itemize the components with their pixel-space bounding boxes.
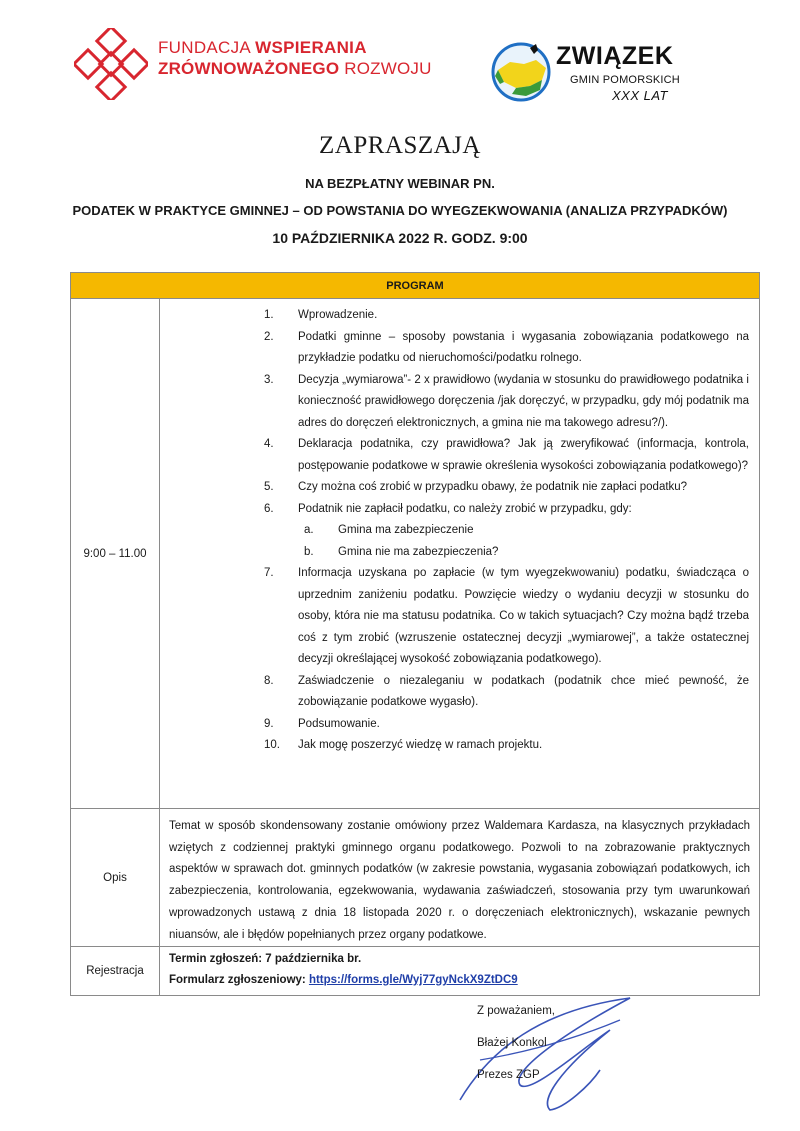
agenda-list bbox=[160, 305, 749, 757]
registration-deadline: Termin zgłoszeń: 7 października br. bbox=[169, 953, 362, 965]
webinar-title: PODATEK W PRAKTYCE GMINNEJ – OD POWSTANIA DO WYEGZEKWOWANIA (ANALIZA PRZYPADKÓW) bbox=[72, 203, 728, 218]
agenda-item bbox=[160, 370, 749, 435]
union-subtitle: GMIN POMORSKICH bbox=[570, 74, 680, 86]
agenda-item-number: 7. bbox=[264, 567, 274, 579]
program-agenda bbox=[160, 299, 759, 808]
registration-row bbox=[70, 946, 760, 996]
agenda-subitem-letter: b. bbox=[304, 545, 314, 558]
foundation-name: FUNDACJA WSPIERANIA ZRÓWNOWAŻONEGO ROZWOJU bbox=[158, 38, 432, 78]
signature-role: Prezes ZGP bbox=[477, 1069, 540, 1081]
agenda-item-number: 4. bbox=[264, 438, 274, 450]
agenda-item-number: 8. bbox=[264, 674, 274, 687]
agenda-item-text: Podsumowanie. bbox=[298, 717, 380, 730]
agenda-item-number: 9. bbox=[264, 717, 274, 730]
program-header: PROGRAM bbox=[386, 279, 444, 292]
program-header-row bbox=[70, 272, 760, 298]
program-time: 9:00 – 11.00 bbox=[71, 299, 160, 808]
agenda-item-text: Podatnik nie zapłacił podatku, co należy zrobić w przypadku, gdy: bbox=[298, 502, 632, 515]
registration-form-line bbox=[169, 970, 750, 991]
webinar-intro: NA BEZPŁATNY WEBINAR PN. bbox=[305, 176, 495, 191]
agenda-sublist bbox=[298, 520, 749, 563]
agenda-item-number: 3. bbox=[264, 373, 274, 386]
agenda-item-text: Deklaracja podatnika, czy prawidłowa? Jak ją zweryfikować (informacja, kontrola, postępowanie podatkowe w sprawie określenia wysokości zobowiązania podatkowego)? bbox=[298, 438, 749, 472]
agenda-item-text: Podatki gminne – sposoby powstania i wygasania zobowiązania podatkowego na przykładzie podatku od nieruchomości/podatku rolnego. bbox=[298, 330, 749, 364]
description-text: Temat w sposób skondensowany zostanie omówiony przez Waldemara Kardasza, na klasycznych przykładach wziętych z codziennej praktyki gminnego organu podatkowego. Pozwoli to na zobrazowanie praktycznych aspektów w sprawach dot. gminnych podatków (w zakresie powstania, wygasania zobowiązań podatkowych, ich zabezpieczenia, kontrolowania, egzekwowania, wydawania zaświadczeń, stosowania przy tym uwarunkowań wprowadzonych ustawą z dnia 18 listopada 2020 r. o doręczeniach elektronicznych), wskazanie pewnych niuansów, ale i błędów popełnianych przez organy podatkowe. bbox=[169, 820, 750, 941]
union-years: XXX LAT bbox=[612, 88, 669, 103]
foundation-emblem-icon bbox=[74, 28, 148, 100]
agenda-item-text: Informacja uzyskana po zapłacie (w tym wyegzekwowaniu) podatku, świadcząca o uprzednim zaniżeniu podatku. Powzięcie wiedzy o wydaniu decyzji w stosunku do osoby, która nie ma statusu podatnika. Co w takich sytuacjach? Czy można bądź trzeba coś z tym zrobić (wzruszenie ostatecznej decyzji „wymiarowej”, a także ostatecznej decyzji określającej wysokość zobowiązania podatkowego). bbox=[298, 567, 749, 665]
signature-greeting: Z poważaniem, bbox=[477, 1005, 555, 1017]
pomerania-map-icon bbox=[490, 40, 554, 102]
agenda-item-number: 5. bbox=[264, 481, 274, 493]
agenda-subitem bbox=[160, 542, 749, 564]
agenda-item-text: Decyzja „wymiarowa”- 2 x prawidłowo (wydania w stosunku do prawidłowego podatnika i konieczność prawidłowego doręczenia /jak doręczyć, w przypadku, gdy mój podatnik ma adres do doręczeń elektronicznych, a gmina nie ma takowego adresu?/). bbox=[298, 373, 749, 429]
registration-form-label: Formularz zgłoszeniowy: bbox=[169, 974, 309, 986]
agenda-item bbox=[160, 327, 749, 370]
agenda-item-number: 6. bbox=[264, 502, 274, 515]
foundation-logo bbox=[74, 28, 432, 100]
signature-name: Błażej Konkol bbox=[477, 1037, 547, 1049]
webinar-date: 10 PAŹDZIERNIKA 2022 R. GODZ. 9:00 bbox=[272, 230, 528, 246]
agenda-item bbox=[160, 671, 749, 714]
agenda-item-text: Wprowadzenie. bbox=[298, 309, 378, 321]
description-row bbox=[70, 808, 760, 946]
invite-heading: ZAPRASZAJĄ bbox=[319, 132, 481, 159]
agenda-item bbox=[160, 563, 749, 671]
agenda-subitem-letter: a. bbox=[304, 524, 314, 536]
agenda-item bbox=[160, 434, 749, 477]
agenda-item-number: 10. bbox=[264, 739, 280, 751]
registration-form-link[interactable]: https://forms.gle/Wyj77gyNckX9ZtDC9 bbox=[308, 974, 518, 986]
agenda-item-number: 1. bbox=[264, 309, 274, 321]
description-label: Opis bbox=[71, 809, 160, 946]
agenda-item-text: Zaświadczenie o niezaleganiu w podatkach (podatnik chce mieć pewność, że zobowiązanie podatkowe wygasło). bbox=[298, 674, 749, 708]
union-title: ZWIĄZEK bbox=[556, 42, 674, 70]
union-logo bbox=[490, 38, 720, 118]
agenda-subitem-text: Gmina ma zabezpieczenie bbox=[338, 524, 474, 536]
agenda-item-text: Czy można coś zrobić w przypadku obawy, że podatnik nie zapłaci podatku? bbox=[298, 481, 688, 493]
agenda-item bbox=[160, 477, 749, 499]
agenda-item bbox=[160, 305, 749, 327]
program-row bbox=[70, 298, 760, 808]
agenda-item-number: 2. bbox=[264, 330, 274, 343]
agenda-item bbox=[160, 735, 749, 757]
agenda-subitem-text: Gmina nie ma zabezpieczenia? bbox=[338, 545, 499, 558]
registration-details bbox=[160, 947, 759, 995]
agenda-item-text: Jak mogę poszerzyć wiedzę w ramach projektu. bbox=[298, 739, 543, 751]
agenda-subitem bbox=[160, 520, 749, 542]
registration-label: Rejestracja bbox=[71, 947, 160, 995]
agenda-item bbox=[160, 714, 749, 736]
program-table bbox=[70, 272, 760, 996]
agenda-item bbox=[160, 499, 749, 564]
